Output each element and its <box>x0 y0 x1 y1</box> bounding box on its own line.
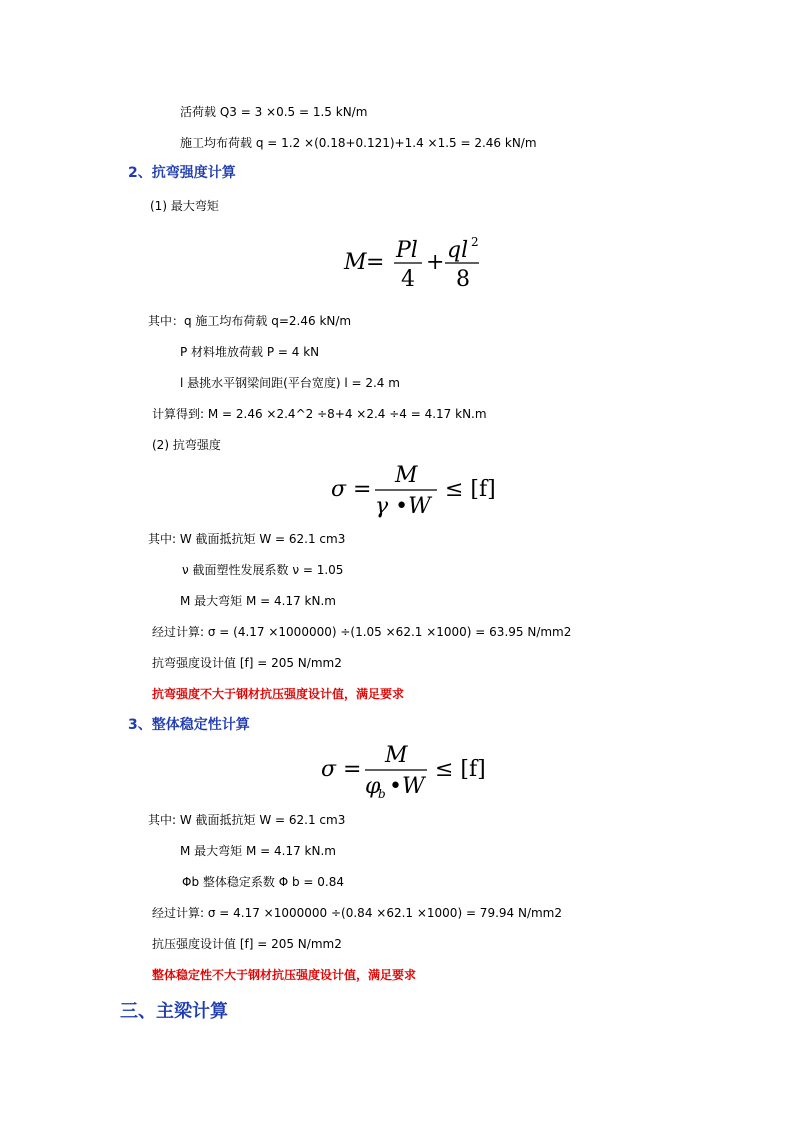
bending-strength-formula <box>325 460 505 522</box>
formula1-exp2: 2 <box>471 235 479 249</box>
where-p-line: P 材料堆放荷载 P = 4 kN <box>180 345 320 359</box>
main-beam-heading: 三、主梁计算 <box>120 1001 228 1022</box>
formula2-rhs: ≤ [f] <box>445 477 496 502</box>
s3-calc-sigma-line: 经过计算: σ = 4.17 ×1000000 ÷(0.84 ×62.1 ×1000) = 79.94 N/mm2 <box>152 906 563 920</box>
s3-where-w-line: 其中: W 截面抵抗矩 W = 62.1 cm3 <box>148 813 346 827</box>
bending-conclusion: 抗弯强度不大于钢材抗压强度设计值，满足要求 <box>152 687 405 701</box>
formula2-num: M <box>395 463 418 488</box>
formula1-plus: + <box>426 250 445 275</box>
formula3-num: M <box>385 743 408 768</box>
where-q-line: 其中：q 施工均布荷载 q=2.46 kN/m <box>148 314 352 328</box>
calc-sigma-line: 经过计算: σ = (4.17 ×1000000) ÷(1.05 ×62.1 ×1000) = 63.95 N/mm2 <box>152 625 572 639</box>
construction-load-line: 施工均布荷载 q = 1.2 ×(0.18+0.121)+1.4 ×1.5 = 2.46 kN/m <box>180 136 537 150</box>
formula2-den: γ •W <box>375 494 431 519</box>
formula3-den-phi: φ <box>365 774 381 799</box>
stability-formula <box>315 740 495 802</box>
formula3-den-sub: b <box>378 787 386 801</box>
formula1-num2: ql <box>447 238 469 263</box>
section-3-heading: 3、整体稳定性计算 <box>128 717 250 733</box>
s3-where-m-line: M 最大弯矩 M = 4.17 kN.m <box>180 844 336 858</box>
bending-design-value: 抗弯强度设计值 [f] = 205 N/mm2 <box>152 656 342 670</box>
where-l-line: l 悬挑水平钢梁间距(平台宽度) l = 2.4 m <box>180 376 400 390</box>
where-m-line: M 最大弯矩 M = 4.17 kN.m <box>180 594 336 608</box>
live-load-line: 活荷载 Q3 = 3 ×0.5 = 1.5 kN/m <box>180 105 368 119</box>
section-2-heading: 2、抗弯强度计算 <box>128 165 236 181</box>
formula1-equals: = <box>366 250 385 275</box>
bending-strength-subheading: (2) 抗弯强度 <box>152 438 221 452</box>
formula2-equals: = <box>353 477 372 502</box>
formula1-num1: Pl <box>396 238 418 263</box>
formula3-equals: = <box>343 757 362 782</box>
where-w-line: 其中: W 截面抵抗矩 W = 62.1 cm3 <box>148 532 346 546</box>
s3-where-phi-line: Φb 整体稳定系数 Φ b = 0.84 <box>182 875 344 889</box>
formula2-lhs: σ <box>331 477 347 502</box>
formula1-lhs: M <box>344 250 367 275</box>
formula3-rhs: ≤ [f] <box>435 757 486 782</box>
where-gamma-line: ν 截面塑性发展系数 ν = 1.05 <box>182 563 344 577</box>
formula3-lhs: σ <box>321 757 337 782</box>
compressive-design-value: 抗压强度设计值 [f] = 205 N/mm2 <box>152 937 342 951</box>
formula3-den-rest: •W <box>389 774 425 799</box>
formula1-den1: 4 <box>401 267 415 292</box>
stability-conclusion: 整体稳定性不大于钢材抗压强度设计值，满足要求 <box>152 968 417 982</box>
formula1-den2: 8 <box>456 267 470 292</box>
max-moment-subheading: (1) 最大弯矩 <box>150 199 219 213</box>
max-moment-formula <box>340 232 490 294</box>
calc-moment-line: 计算得到: M = 2.46 ×2.4^2 ÷8+4 ×2.4 ÷4 = 4.17 kN.m <box>152 407 487 421</box>
